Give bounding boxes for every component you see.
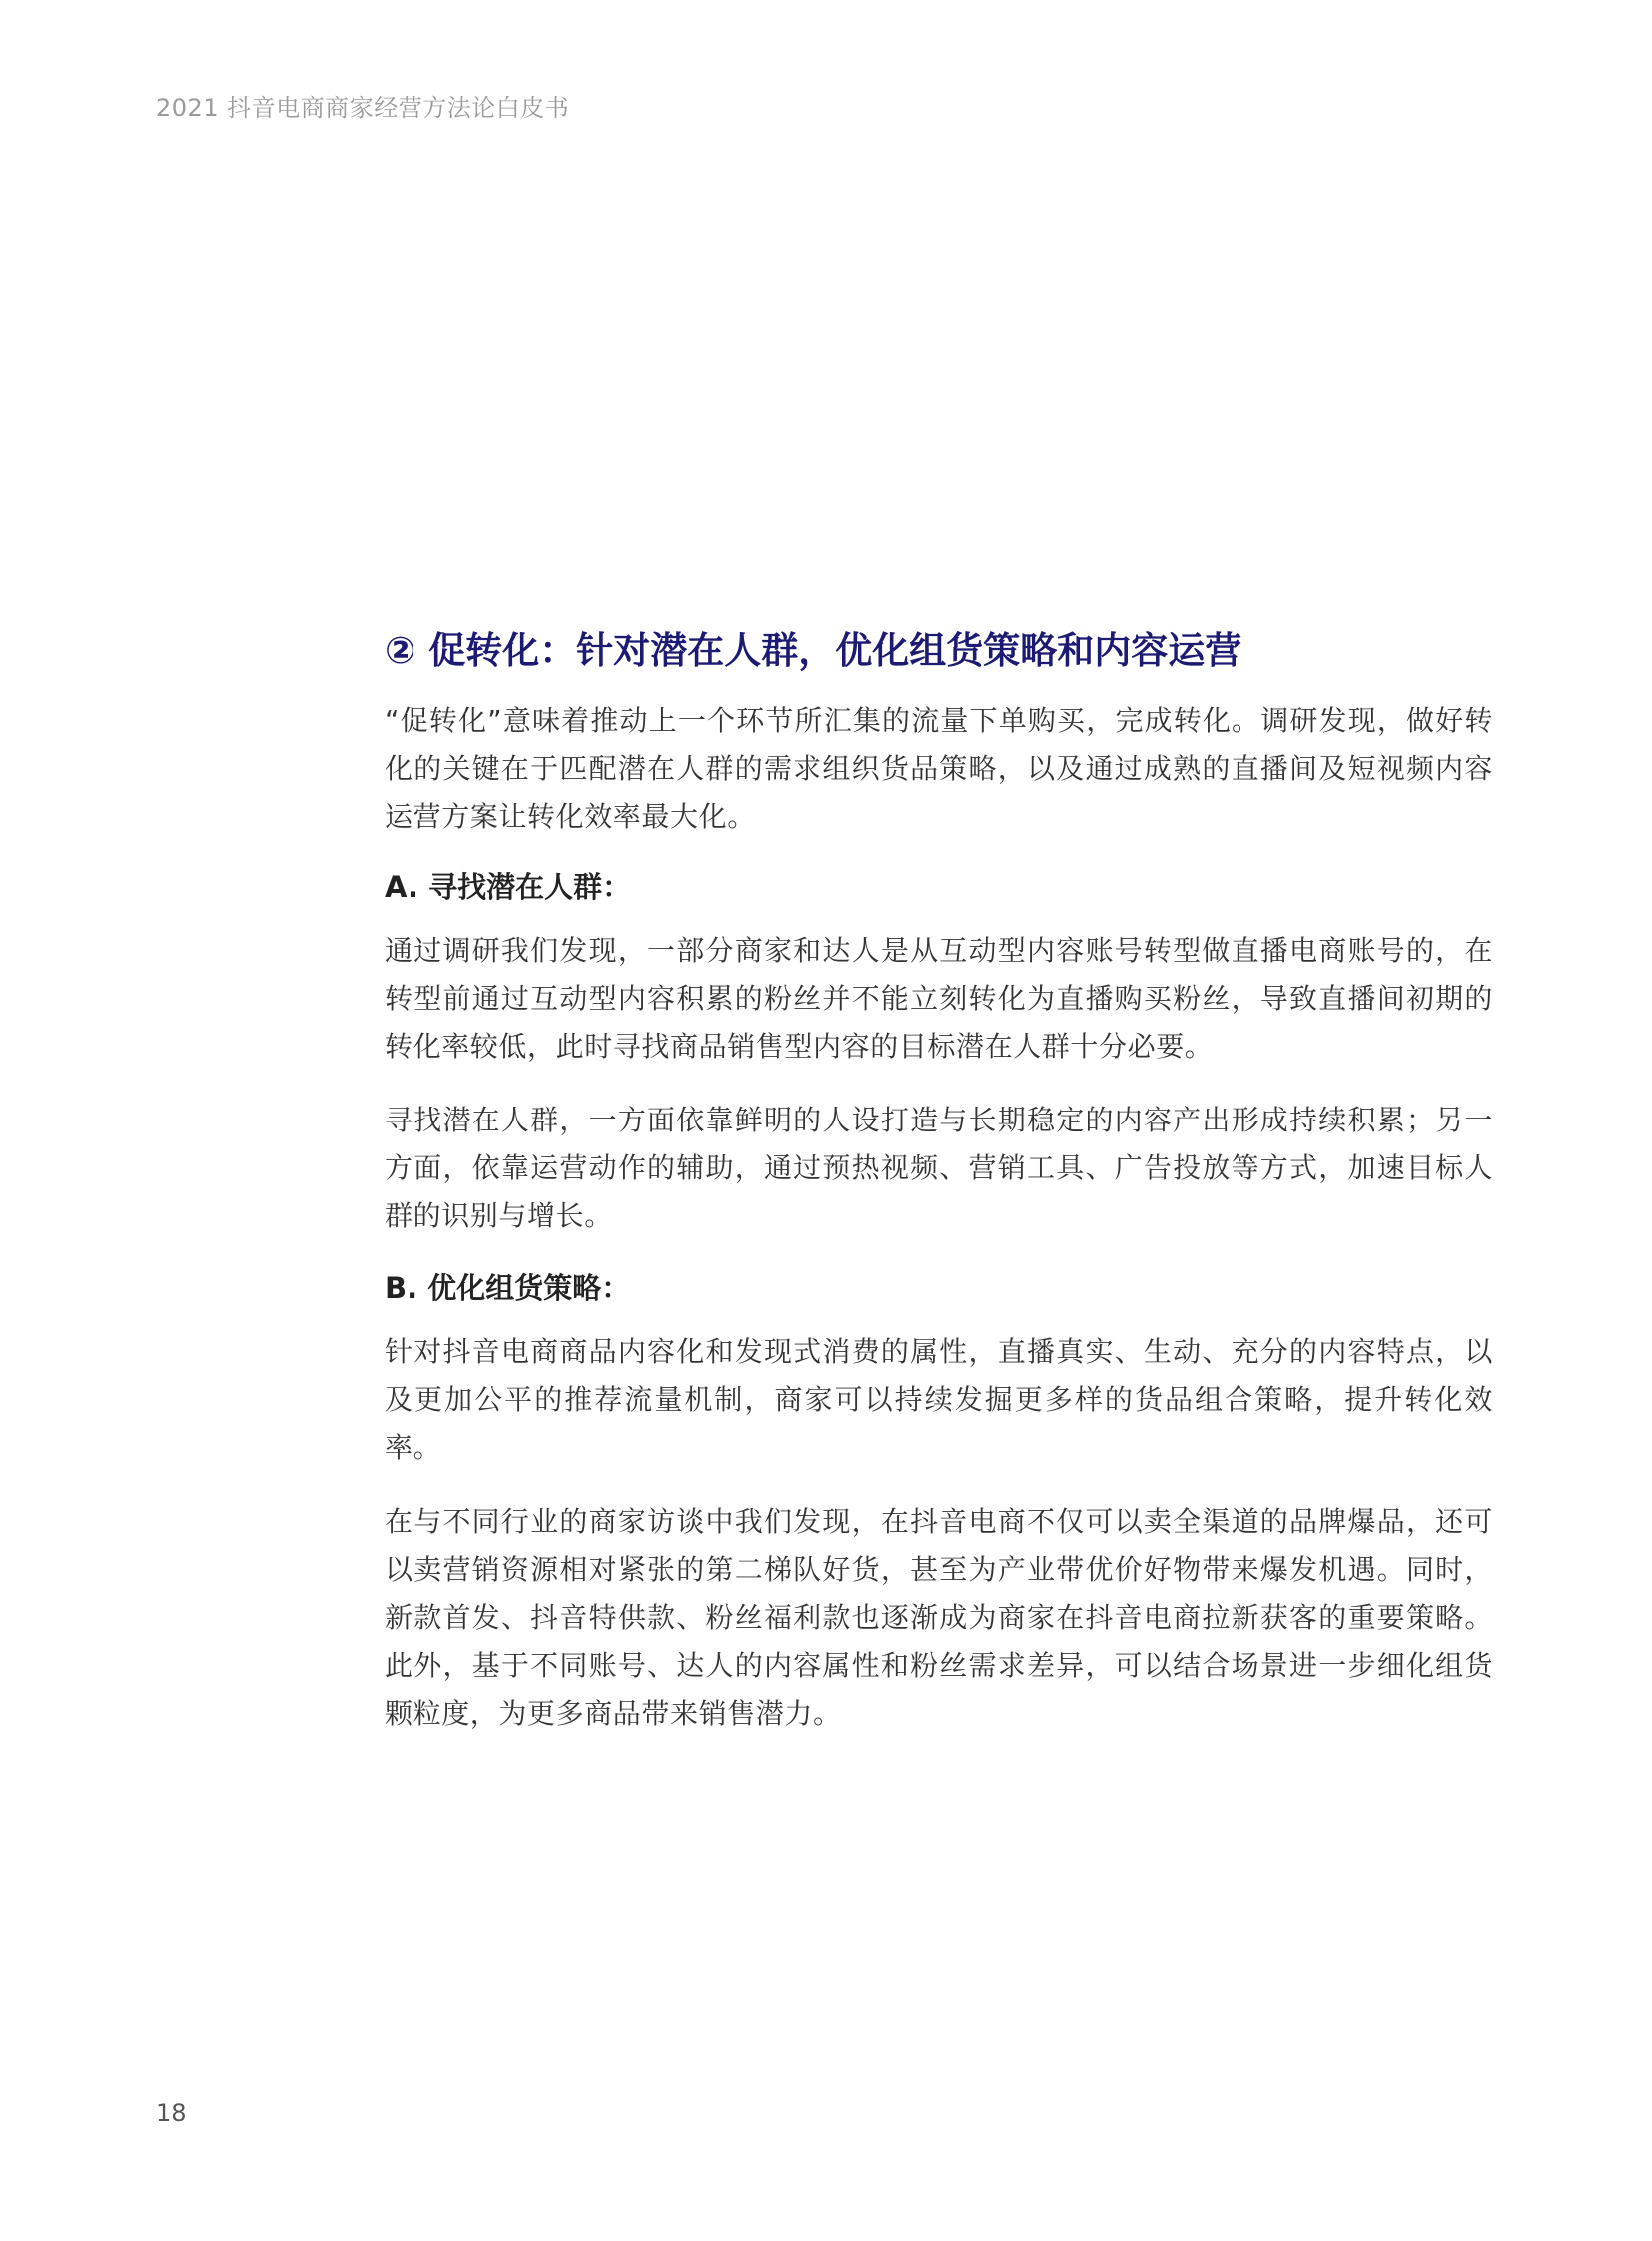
running-header: 2021 抖音电商商家经营方法论白皮书 (156, 94, 570, 122)
subsection-a (385, 863, 1493, 1240)
main-content (385, 627, 1493, 1738)
subsection-b (385, 1264, 1493, 1738)
body-paragraph: 寻找潜在人群，一方面依靠鲜明的人设打造与长期稳定的内容产出形成持续积累；另一方面，依靠运营动作的辅助，通过预热视频、营销工具、广告投放等方式，加速目标人群的识别与增长。 (385, 1104, 1493, 1232)
subsection-heading: A. 寻找潜在人群： (385, 870, 632, 904)
page-number: 18 (156, 2099, 187, 2127)
body-paragraph: 针对抖音电商商品内容化和发现式消费的属性，直播真实、生动、充分的内容特点，以及更加公平的推荐流量机制，商家可以持续发掘更多样的货品组合策略，提升转化效率。 (385, 1335, 1493, 1464)
section-title: ② 促转化：针对潜在人群，优化组货策略和内容运营 (385, 629, 1242, 672)
body-paragraph: 在与不同行业的商家访谈中我们发现，在抖音电商不仅可以卖全渠道的品牌爆品，还可以卖营销资源相对紧张的第二梯队好货，甚至为产业带优价好物带来爆发机遇。同时，新款首发、抖音特供款、粉丝福利款也逐渐成为商家在抖音电商拉新获客的重要策略。此外，基于不同账号、达人的内容属性和粉丝需求差异，可以结合场景进一步细化组货颗粒度，为更多商品带来销售潜力。 (385, 1505, 1493, 1730)
section-intro-paragraph: “促转化”意味着推动上一个环节所汇集的流量下单购买，完成转化。调研发现，做好转化的关键在于匹配潜在人群的需求组织货品策略，以及通过成熟的直播间及短视频内容运营方案让转化效率最大化。 (385, 704, 1493, 833)
body-paragraph: 通过调研我们发现，一部分商家和达人是从互动型内容账号转型做直播电商账号的，在转型前通过互动型内容积累的粉丝并不能立刻转化为直播购买粉丝，导致直播间初期的转化率较低，此时寻找商品销售型内容的目标潜在人群十分必要。 (385, 934, 1493, 1063)
subsection-heading: B. 优化组货策略： (385, 1271, 631, 1305)
